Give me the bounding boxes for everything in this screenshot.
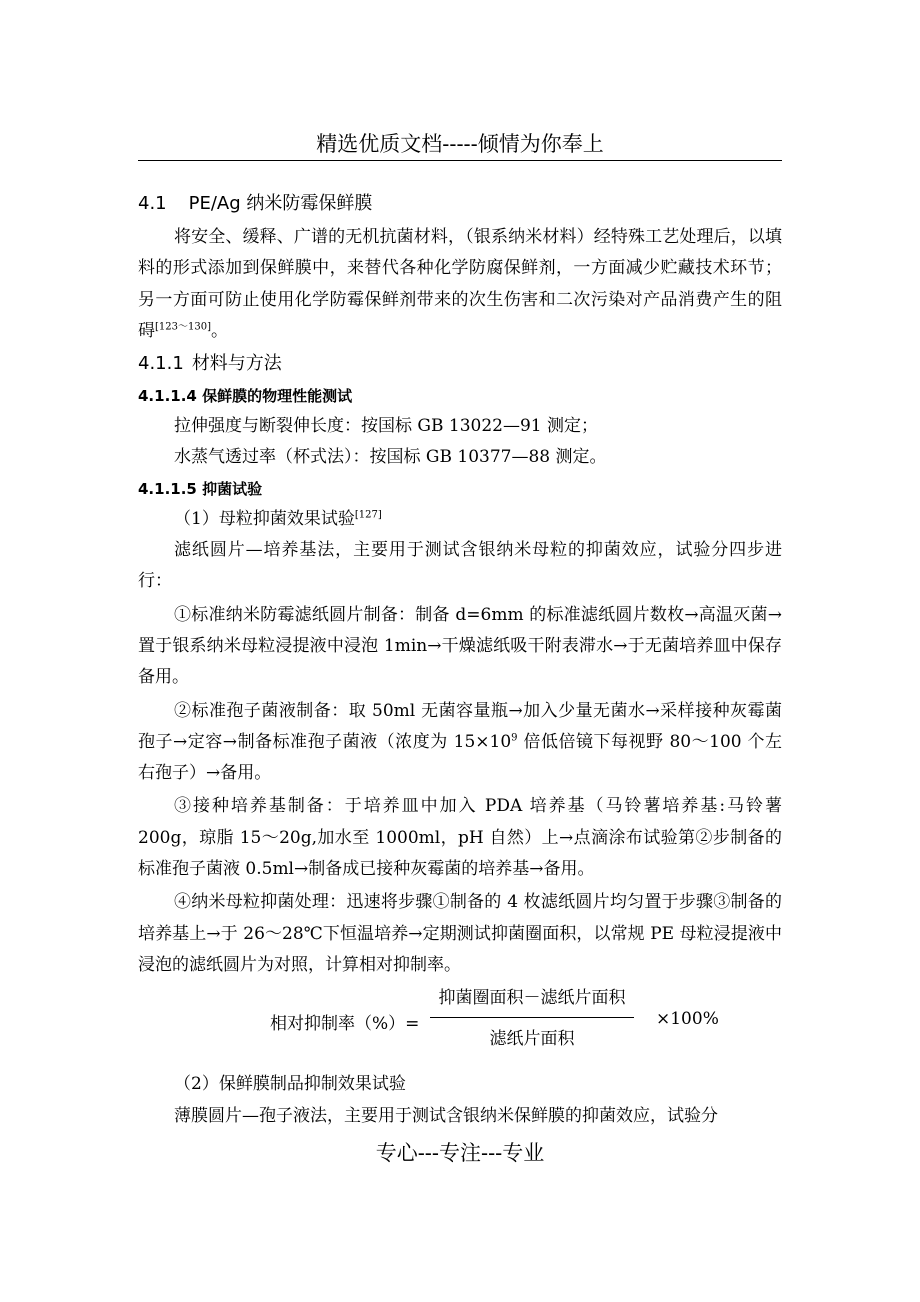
subsection-title: 材料与方法: [191, 353, 282, 375]
page-header: 精选优质文档-----倾情为你奉上: [316, 132, 604, 156]
formula-lhs: 相对抑制率（%）=: [270, 1014, 420, 1035]
step-3-paragraph: ③接种培养基制备：于培养皿中加入 PDA 培养基（马铃薯培养基:马铃薯 200g，琼脂 15～20g,加水至 1000ml，pH 自然）上→点滴涂布试验第②步制备的标准孢子菌液 0.5ml→制备成已接种灰霉菌的培养基→备用。: [138, 796, 782, 880]
intro-end: 。: [210, 320, 228, 341]
film-test-title: （2）保鲜膜制品抑制效果试验: [174, 1074, 406, 1095]
section-heading: [138, 186, 782, 222]
formula-fraction: [430, 983, 634, 1054]
fraction-bar: [430, 1017, 634, 1018]
intro-paragraph: [138, 222, 782, 347]
masterbatch-test-citation: [127]: [354, 509, 382, 521]
film-test-intro: 薄膜圆片—孢子液法，主要用于测试含银纳米保鲜膜的抑菌效应，试验分: [174, 1105, 718, 1126]
antibacterial-test-heading: 4.1.1.5 抑菌试验: [138, 479, 263, 498]
tensile-strength-line: 拉伸强度与断裂伸长度：按国标 GB 13022—91 测定；: [174, 416, 598, 437]
step-1-paragraph: ①标准纳米防霉滤纸圆片制备：制备 d=6mm 的标准滤纸圆片数枚→高温灭菌→置于银系纳米母粒浸提液中浸泡 1min→干燥滤纸吸干附表滞水→于无菌培养皿中保存备用。: [138, 604, 782, 688]
water-vapor-line: 水蒸气透过率（杯式法）：按国标 GB 10377—88 测定。: [174, 447, 607, 468]
document-body: [138, 186, 782, 1132]
formula-denominator: 滤纸片面积: [489, 1029, 575, 1050]
masterbatch-test-title: [138, 504, 782, 535]
step-2-text-b: 倍低倍镜下每视野 80～100 个左右孢子）→备用。: [138, 731, 783, 784]
intro-text: 将安全、缓释、广谱的无机抗菌材料，（银系纳米材料）经特殊工艺处理后，以填料的形式添加到保鲜膜中，来替代各种化学防腐保鲜剂，一方面减少贮藏技术环节；另一方面可防止使用化学防霉保鲜剂带来的次生伤害和二次污染对产品消费产生的阻碍: [138, 227, 782, 341]
step-2-text-a: ②标准孢子菌液制备：取 50ml 无菌容量瓶→加入少量无菌水→采样接种灰霉菌孢子→定容→制备标准孢子菌液（浓度为 15×10: [138, 700, 782, 752]
page-footer: 专心---专注---专业: [375, 1141, 545, 1165]
section-number: 4.1: [138, 193, 167, 214]
subsection-heading: [138, 347, 782, 381]
step-2-exponent: 9: [511, 732, 518, 744]
intro-citation: [123～130]: [155, 321, 211, 333]
step-4-paragraph: ④纳米母粒抑菌处理：迅速将步骤①制备的 4 枚滤纸圆片均匀置于步骤③制备的培养基上→于 26～28℃下恒温培养→定期测试抑菌圈面积，以常规 PE 母粒浸提液中浸泡的滤纸圆片为对照，计算相对抑制率。: [138, 892, 782, 975]
inhibition-rate-formula: [138, 983, 782, 1061]
masterbatch-test-title-text: （1）母粒抑菌效果试验: [174, 508, 355, 529]
physical-test-heading: 4.1.1.4 保鲜膜的物理性能测试: [138, 387, 353, 406]
formula-numerator: 抑菌圈面积－滤纸片面积: [438, 988, 626, 1009]
masterbatch-test-intro: 滤纸圆片—培养基法，主要用于测试含银纳米母粒的抑菌效应，试验分四步进行：: [138, 540, 782, 592]
section-title: PE/Ag 纳米防霉保鲜膜: [188, 193, 373, 214]
formula-rhs: ×100%: [656, 1009, 719, 1030]
step-2-paragraph: [138, 696, 782, 790]
header-divider: [138, 160, 782, 161]
subsection-number: 4.1.1: [138, 353, 184, 375]
